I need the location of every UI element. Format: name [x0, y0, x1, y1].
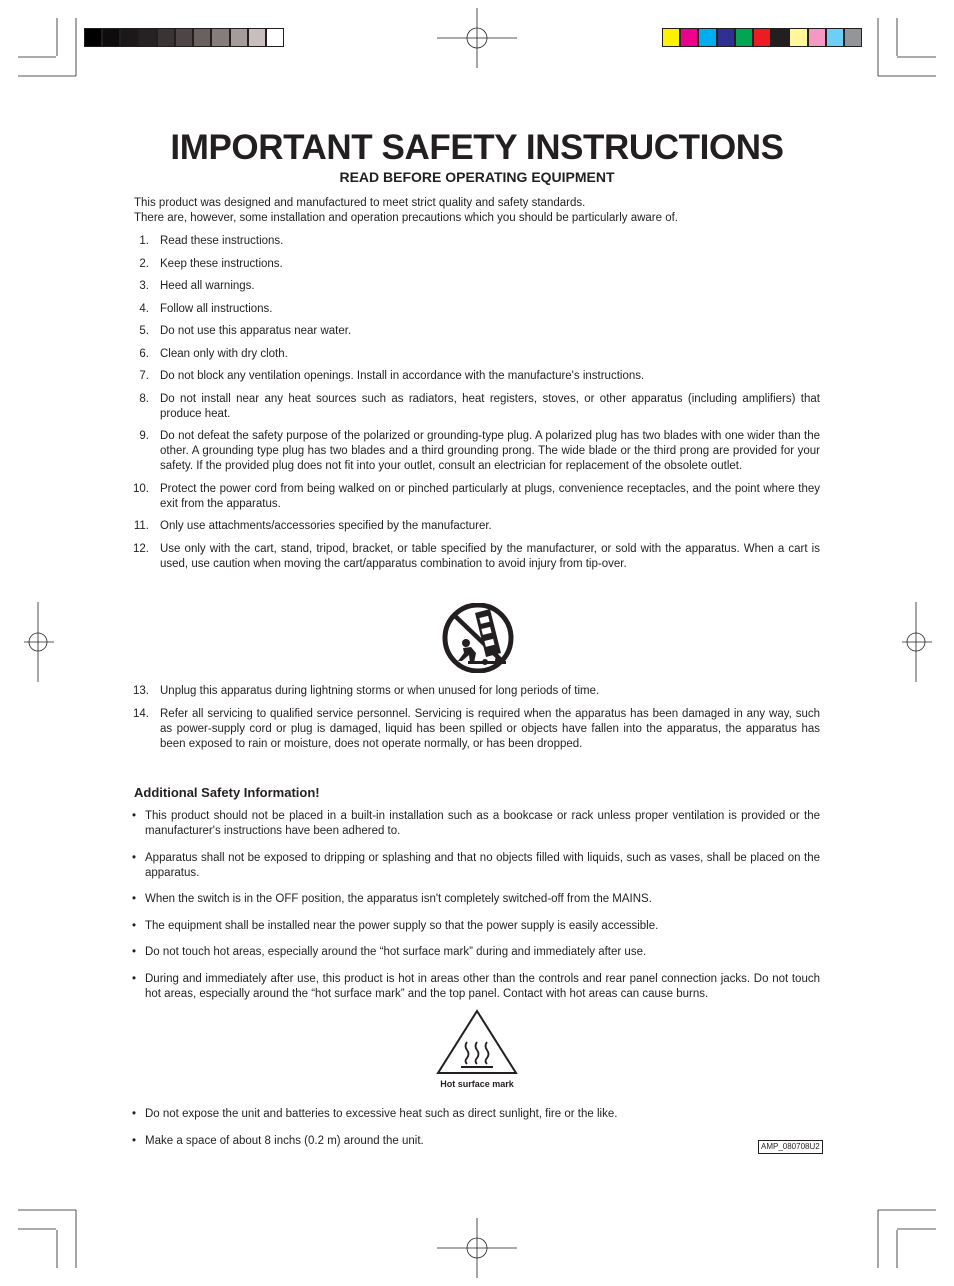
instruction-number: 9.	[139, 430, 149, 442]
instruction-text: Unplug this apparatus during lightning storms or when unused for long periods of time.	[160, 685, 600, 697]
safety-bullet-item	[132, 1134, 820, 1149]
instruction-text: Keep these instructions.	[160, 257, 283, 270]
registration-mark-bottom	[437, 1218, 517, 1278]
safety-bullet-item	[132, 1107, 820, 1122]
color-swatch	[662, 28, 680, 47]
bullet-icon: •	[132, 893, 137, 905]
instructions-list	[130, 234, 820, 579]
page-title: IMPORTANT SAFETY INSTRUCTIONS	[170, 128, 784, 167]
instruction-item	[130, 347, 820, 362]
instruction-number: 6.	[139, 347, 149, 360]
safety-bullet-text: The equipment shall be installed near the power supply so that the power supply is easily accessible.	[145, 919, 659, 932]
safety-bullet-text: This product should not be placed in a built-in installation such as a bookcase or rack unless proper ventilation is provided or the manufacturer's instructions have been adhered to.	[145, 810, 820, 837]
color-swatch	[826, 28, 844, 47]
color-swatch	[698, 28, 716, 47]
instruction-number: 5.	[139, 325, 149, 337]
instruction-item	[130, 324, 820, 339]
color-swatch	[808, 28, 826, 47]
instruction-number: 10.	[133, 482, 149, 495]
document-code: AMP_080708U2	[758, 1140, 823, 1154]
safety-bullet-item	[132, 892, 820, 907]
instructions-list-continued	[130, 684, 820, 759]
safety-bullet-text: Make a space of about 8 inchs (0.2 m) around the unit.	[145, 1134, 424, 1147]
color-swatch	[175, 28, 193, 47]
instruction-number: 1.	[139, 235, 149, 247]
color-swatch	[844, 28, 862, 47]
instruction-number: 7.	[139, 370, 149, 382]
color-swatch	[102, 28, 120, 47]
color-swatch	[266, 28, 284, 47]
color-swatch	[120, 28, 138, 47]
instruction-number: 2.	[139, 257, 149, 270]
color-swatch	[680, 28, 698, 47]
safety-bullet-item	[132, 945, 820, 960]
color-swatch	[753, 28, 771, 47]
grayscale-color-bar	[84, 28, 284, 47]
bullet-icon: •	[132, 1108, 137, 1120]
instruction-number: 8.	[139, 392, 149, 405]
color-swatch	[789, 28, 807, 47]
instruction-item	[130, 684, 820, 699]
bullet-icon: •	[132, 972, 137, 985]
instruction-item	[130, 234, 820, 249]
instruction-number: 11.	[133, 520, 149, 532]
instruction-item	[130, 257, 820, 272]
color-swatch	[157, 28, 175, 47]
page-subtitle: READ BEFORE OPERATING EQUIPMENT	[339, 169, 615, 185]
bullet-icon: •	[132, 1134, 137, 1147]
instruction-item	[130, 369, 820, 384]
intro-text	[134, 196, 824, 226]
instruction-text: Do not defeat the safety purpose of the polarized or grounding-type plug. A polarized plug has two blades with one wider than the other. A grounding type plug has two blades and a third grounding prong. The wide blade or the third prong are provided for your safety. If the provided plug does not fit into your outlet, consult an electrician for replacement of the obsolete outlet.	[160, 430, 820, 472]
hot-surface-warning-icon	[434, 1008, 520, 1076]
color-swatch	[248, 28, 266, 47]
instruction-number: 12.	[133, 542, 149, 555]
instruction-item	[130, 482, 820, 512]
instruction-text: Read these instructions.	[160, 235, 284, 247]
additional-safety-list	[132, 809, 820, 1013]
safety-bullet-item	[132, 809, 820, 839]
instruction-item	[130, 542, 820, 572]
instruction-text: Use only with the cart, stand, tripod, bracket, or table specified by the manufacturer, or sold with the apparatus. When a cart is used, use caution when moving the cart/apparatus combination to avoid injury from tip-over.	[160, 542, 820, 570]
instruction-number: 3.	[139, 280, 149, 292]
instruction-text: Protect the power cord from being walked on or pinched particularly at plugs, convenience receptacles, and the point where they exit from the apparatus.	[160, 482, 820, 510]
bullet-icon: •	[132, 810, 137, 822]
instruction-item	[130, 392, 820, 422]
instruction-text: Refer all servicing to qualified service personnel. Servicing is required when the apparatus has been damaged in any way, such as power-supply cord or plug is damaged, liquid has been spilled or objects have fallen into the apparatus, the apparatus has been exposed to rain or moisture, does not operate normally, or has been dropped.	[160, 707, 820, 750]
instruction-item	[130, 279, 820, 294]
instruction-text: Clean only with dry cloth.	[160, 347, 288, 360]
instruction-item	[130, 302, 820, 317]
color-swatch	[84, 28, 102, 47]
instruction-text: Heed all warnings.	[160, 280, 255, 292]
instruction-text: Do not block any ventilation openings. Install in accordance with the manufacture's instructions.	[160, 370, 645, 382]
safety-bullet-item	[132, 919, 820, 934]
color-swatch	[230, 28, 248, 47]
hot-surface-caption: Hot surface mark	[440, 1079, 514, 1089]
registration-mark-top	[437, 8, 517, 68]
safety-bullet-text: When the switch is in the OFF position, the apparatus isn't completely switched-off from the MAINS.	[145, 893, 652, 905]
safety-bullet-text: Do not touch hot areas, especially around the “hot surface mark” during and immediately after use.	[145, 946, 647, 958]
bullet-icon: •	[132, 946, 137, 958]
bullet-icon: •	[132, 919, 137, 932]
instruction-text: Follow all instructions.	[160, 302, 273, 315]
safety-bullet-text: Do not expose the unit and batteries to excessive heat such as direct sunlight, fire or the like.	[145, 1108, 618, 1120]
color-swatch	[735, 28, 753, 47]
instruction-number: 4.	[139, 302, 149, 315]
safety-bullet-text: During and immediately after use, this product is hot in areas other than the controls and rear panel connection jacks. Do not touch hot areas, especially around the “hot surface mark” and the top panel. Contact with hot areas can cause burns.	[145, 972, 820, 1000]
color-swatch	[139, 28, 157, 47]
intro-line: This product was designed and manufactured to meet strict quality and safety standards.	[134, 197, 586, 209]
instruction-text: Only use attachments/accessories specified by the manufacturer.	[160, 520, 492, 532]
safety-bullet-item	[132, 972, 820, 1002]
color-swatch	[211, 28, 229, 47]
bullet-icon: •	[132, 851, 137, 864]
instruction-number: 14.	[133, 707, 149, 720]
color-swatch	[193, 28, 211, 47]
intro-line: There are, however, some installation and operation precautions which you should be particularly aware of.	[134, 212, 679, 224]
cart-tip-over-warning-icon	[438, 603, 518, 673]
instruction-number: 13.	[133, 685, 149, 697]
instruction-text: Do not use this apparatus near water.	[160, 325, 352, 337]
process-color-bar	[662, 28, 862, 47]
color-swatch	[717, 28, 735, 47]
additional-safety-list-continued	[132, 1107, 820, 1160]
instruction-item	[130, 429, 820, 474]
instruction-text: Do not install near any heat sources such as radiators, heat registers, stoves, or other apparatus (including amplifiers) that produce heat.	[160, 392, 820, 420]
safety-bullet-item	[132, 851, 820, 881]
instruction-item	[130, 519, 820, 534]
additional-safety-heading: Additional Safety Information!	[134, 785, 320, 800]
safety-bullet-text: Apparatus shall not be exposed to dripping or splashing and that no objects filled with liquids, such as vases, shall be placed on the apparatus.	[145, 851, 820, 879]
registration-mark-right	[902, 602, 932, 682]
color-swatch	[771, 28, 789, 47]
instruction-item	[130, 707, 820, 752]
registration-mark-left	[24, 602, 54, 682]
